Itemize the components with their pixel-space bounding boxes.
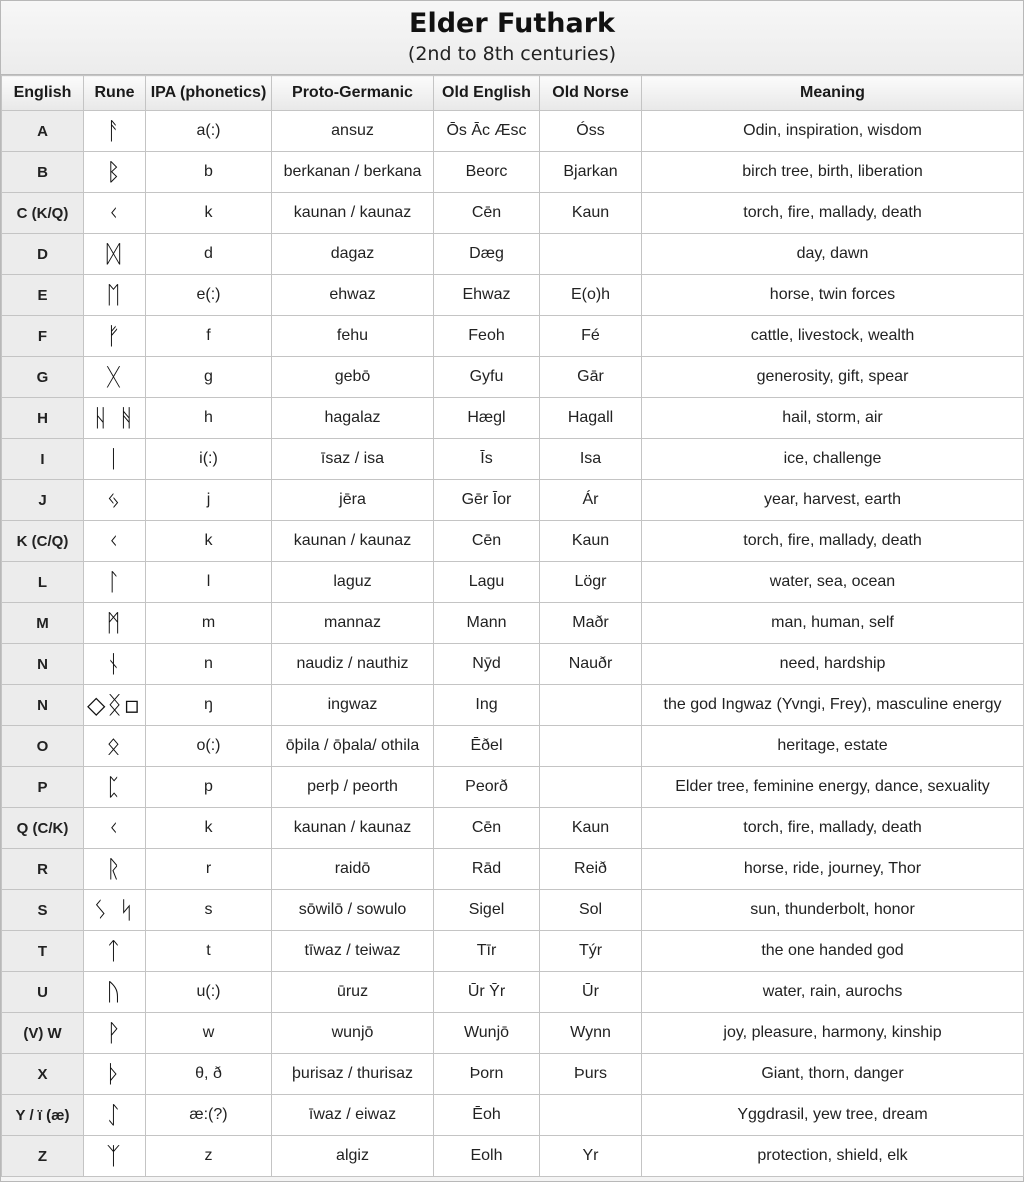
english-cell: P	[2, 767, 84, 808]
column-header-meaning: Meaning	[642, 76, 1024, 111]
proto-germanic-cell: sōwilō / sowulo	[272, 890, 434, 931]
english-cell: E	[2, 275, 84, 316]
ipa-cell: a(:)	[146, 111, 272, 152]
meaning-cell: day, dawn	[642, 234, 1024, 275]
old-english-cell: Cēn	[434, 193, 540, 234]
old-norse-cell: Isa	[540, 439, 642, 480]
table-row	[2, 1013, 1024, 1054]
old-english-cell: Tīr	[434, 931, 540, 972]
english-cell: Z	[2, 1136, 84, 1177]
old-norse-cell	[540, 726, 642, 767]
table-row	[2, 726, 1024, 767]
english-cell: A	[2, 111, 84, 152]
rune-glyph: ᚢ	[84, 972, 146, 1013]
english-cell: T	[2, 931, 84, 972]
ipa-cell: u(:)	[146, 972, 272, 1013]
ipa-cell: z	[146, 1136, 272, 1177]
ipa-cell: f	[146, 316, 272, 357]
proto-germanic-cell: algiz	[272, 1136, 434, 1177]
table-row	[2, 644, 1024, 685]
proto-germanic-cell: dagaz	[272, 234, 434, 275]
meaning-cell: horse, ride, journey, Thor	[642, 849, 1024, 890]
meaning-cell: horse, twin forces	[642, 275, 1024, 316]
proto-germanic-cell: kaunan / kaunaz	[272, 193, 434, 234]
old-norse-cell: Sol	[540, 890, 642, 931]
old-english-cell: Þorn	[434, 1054, 540, 1095]
rune-glyph: ᛚ	[84, 562, 146, 603]
old-norse-cell: Reið	[540, 849, 642, 890]
old-english-cell: Nȳd	[434, 644, 540, 685]
ipa-cell: w	[146, 1013, 272, 1054]
ipa-cell: s	[146, 890, 272, 931]
rune-glyph: ᛊ ᛋ	[84, 890, 146, 931]
english-cell: R	[2, 849, 84, 890]
old-english-cell: Peorð	[434, 767, 540, 808]
old-english-cell: Cēn	[434, 808, 540, 849]
old-norse-cell: Kaun	[540, 193, 642, 234]
ipa-cell: θ, ð	[146, 1054, 272, 1095]
table-row	[2, 480, 1024, 521]
chart-subtitle: (2nd to 8th centuries)	[407, 43, 617, 65]
table-row	[2, 562, 1024, 603]
ipa-cell: k	[146, 521, 272, 562]
old-english-cell: Gēr Īor	[434, 480, 540, 521]
table-row	[2, 808, 1024, 849]
ipa-cell: b	[146, 152, 272, 193]
column-header-english: English	[2, 76, 84, 111]
rune-glyph: ᛈ	[84, 767, 146, 808]
proto-germanic-cell: perþ / peorth	[272, 767, 434, 808]
rune-glyph: ᛞ	[84, 234, 146, 275]
rune-glyph: ᛒ	[84, 152, 146, 193]
ipa-cell: p	[146, 767, 272, 808]
ipa-cell: k	[146, 193, 272, 234]
proto-germanic-cell: wunjō	[272, 1013, 434, 1054]
meaning-cell: birch tree, birth, liberation	[642, 152, 1024, 193]
ipa-cell: æ:(?)	[146, 1095, 272, 1136]
english-cell: C (K/Q)	[2, 193, 84, 234]
column-header-rune: Rune	[84, 76, 146, 111]
proto-germanic-cell: raidō	[272, 849, 434, 890]
rune-glyph: ᛃ	[84, 480, 146, 521]
meaning-cell: man, human, self	[642, 603, 1024, 644]
old-norse-cell	[540, 234, 642, 275]
proto-germanic-cell: ōþila / ōþala/ othila	[272, 726, 434, 767]
old-english-cell: Rād	[434, 849, 540, 890]
old-norse-cell: Nauðr	[540, 644, 642, 685]
old-norse-cell: Óss	[540, 111, 642, 152]
meaning-cell: torch, fire, mallady, death	[642, 808, 1024, 849]
old-english-cell: Eolh	[434, 1136, 540, 1177]
english-cell: N	[2, 644, 84, 685]
table-row	[2, 193, 1024, 234]
table-row	[2, 849, 1024, 890]
old-english-cell: Dæg	[434, 234, 540, 275]
ipa-cell: n	[146, 644, 272, 685]
old-norse-cell: Lögr	[540, 562, 642, 603]
meaning-cell: the one handed god	[642, 931, 1024, 972]
old-norse-cell: Týr	[540, 931, 642, 972]
english-cell: B	[2, 152, 84, 193]
ipa-cell: i(:)	[146, 439, 272, 480]
table-header	[2, 76, 1024, 111]
table-row	[2, 152, 1024, 193]
old-english-cell: Beorc	[434, 152, 540, 193]
old-english-cell: Ēoh	[434, 1095, 540, 1136]
old-norse-cell: Gār	[540, 357, 642, 398]
column-header-proto-germanic: Proto-Germanic	[272, 76, 434, 111]
english-cell: O	[2, 726, 84, 767]
meaning-cell: generosity, gift, spear	[642, 357, 1024, 398]
rune-glyph: ᚾ	[84, 644, 146, 685]
ipa-cell: g	[146, 357, 272, 398]
proto-germanic-cell: hagalaz	[272, 398, 434, 439]
table-row	[2, 275, 1024, 316]
old-norse-cell: Fé	[540, 316, 642, 357]
old-english-cell: Ēðel	[434, 726, 540, 767]
english-cell: M	[2, 603, 84, 644]
old-english-cell: Hægl	[434, 398, 540, 439]
ipa-cell: o(:)	[146, 726, 272, 767]
meaning-cell: sun, thunderbolt, honor	[642, 890, 1024, 931]
rune-glyph: ᛁ	[84, 439, 146, 480]
old-norse-cell: Þurs	[540, 1054, 642, 1095]
old-english-cell: Ehwaz	[434, 275, 540, 316]
table-row	[2, 1054, 1024, 1095]
rune-glyph: ᚷ	[84, 357, 146, 398]
table-row	[2, 931, 1024, 972]
proto-germanic-cell: kaunan / kaunaz	[272, 808, 434, 849]
old-english-cell: Ōs Āc Æsc	[434, 111, 540, 152]
proto-germanic-cell: kaunan / kaunaz	[272, 521, 434, 562]
english-cell: J	[2, 480, 84, 521]
ipa-cell: r	[146, 849, 272, 890]
rune-glyph: ◇ᛝ▫	[84, 685, 146, 726]
rune-glyph: ᚹ	[84, 1013, 146, 1054]
proto-germanic-cell: mannaz	[272, 603, 434, 644]
proto-germanic-cell: laguz	[272, 562, 434, 603]
column-header-old-norse: Old Norse	[540, 76, 642, 111]
ipa-cell: h	[146, 398, 272, 439]
old-english-cell: Wunjō	[434, 1013, 540, 1054]
rune-glyph: ᚠ	[84, 316, 146, 357]
old-english-cell: Feoh	[434, 316, 540, 357]
rune-glyph: ᚺ ᚻ	[84, 398, 146, 439]
proto-germanic-cell: ehwaz	[272, 275, 434, 316]
table-row	[2, 234, 1024, 275]
proto-germanic-cell: jēra	[272, 480, 434, 521]
old-norse-cell	[540, 685, 642, 726]
rune-glyph: ᚲ	[84, 193, 146, 234]
meaning-cell: torch, fire, mallady, death	[642, 521, 1024, 562]
proto-germanic-cell: īwaz / eiwaz	[272, 1095, 434, 1136]
table-row	[2, 603, 1024, 644]
ipa-cell: l	[146, 562, 272, 603]
old-norse-cell: E(o)h	[540, 275, 642, 316]
table-row	[2, 767, 1024, 808]
ipa-cell: m	[146, 603, 272, 644]
old-english-cell: Gyfu	[434, 357, 540, 398]
rune-glyph: ᛖ	[84, 275, 146, 316]
english-cell: L	[2, 562, 84, 603]
rune-glyph: ᛏ	[84, 931, 146, 972]
english-cell: G	[2, 357, 84, 398]
table-row	[2, 972, 1024, 1013]
old-norse-cell: Kaun	[540, 808, 642, 849]
column-header-ipa: IPA (phonetics)	[146, 76, 272, 111]
english-cell: Q (C/K)	[2, 808, 84, 849]
english-cell: U	[2, 972, 84, 1013]
table-row	[2, 357, 1024, 398]
old-english-cell: Sigel	[434, 890, 540, 931]
proto-germanic-cell: tīwaz / teiwaz	[272, 931, 434, 972]
meaning-cell: the god Ingwaz (Yvngi, Frey), masculine energy	[642, 685, 1024, 726]
table-body	[2, 111, 1024, 1177]
meaning-cell: joy, pleasure, harmony, kinship	[642, 1013, 1024, 1054]
table-row	[2, 1095, 1024, 1136]
table-row	[2, 890, 1024, 931]
ipa-cell: k	[146, 808, 272, 849]
rune-glyph: ᛉ	[84, 1136, 146, 1177]
header-row	[2, 76, 1024, 111]
chart-header	[1, 1, 1023, 75]
rune-glyph: ᛇ	[84, 1095, 146, 1136]
table-row	[2, 439, 1024, 480]
proto-germanic-cell: þurisaz / thurisaz	[272, 1054, 434, 1095]
old-english-cell: Lagu	[434, 562, 540, 603]
old-english-cell: Īs	[434, 439, 540, 480]
meaning-cell: Elder tree, feminine energy, dance, sexuality	[642, 767, 1024, 808]
old-norse-cell: Ūr	[540, 972, 642, 1013]
english-cell: D	[2, 234, 84, 275]
ipa-cell: t	[146, 931, 272, 972]
english-cell: (V) W	[2, 1013, 84, 1054]
old-norse-cell	[540, 1095, 642, 1136]
proto-germanic-cell: gebō	[272, 357, 434, 398]
table-row	[2, 316, 1024, 357]
table-row	[2, 111, 1024, 152]
rune-glyph: ᛟ	[84, 726, 146, 767]
proto-germanic-cell: ūruz	[272, 972, 434, 1013]
english-cell: K (C/Q)	[2, 521, 84, 562]
table-row	[2, 1136, 1024, 1177]
rune-glyph: ᚨ	[84, 111, 146, 152]
rune-glyph: ᚦ	[84, 1054, 146, 1095]
rune-glyph: ᚲ	[84, 808, 146, 849]
old-norse-cell: Maðr	[540, 603, 642, 644]
rune-glyph: ᛗ	[84, 603, 146, 644]
english-cell: N	[2, 685, 84, 726]
meaning-cell: need, hardship	[642, 644, 1024, 685]
column-header-old-english: Old English	[434, 76, 540, 111]
rune-glyph: ᚲ	[84, 521, 146, 562]
old-norse-cell: Bjarkan	[540, 152, 642, 193]
meaning-cell: year, harvest, earth	[642, 480, 1024, 521]
english-cell: F	[2, 316, 84, 357]
old-english-cell: Cēn	[434, 521, 540, 562]
table-row	[2, 685, 1024, 726]
english-cell: Y / ï (æ)	[2, 1095, 84, 1136]
old-norse-cell: Ár	[540, 480, 642, 521]
proto-germanic-cell: berkanan / berkana	[272, 152, 434, 193]
old-norse-cell: Kaun	[540, 521, 642, 562]
ipa-cell: d	[146, 234, 272, 275]
old-english-cell: Ing	[434, 685, 540, 726]
meaning-cell: Yggdrasil, yew tree, dream	[642, 1095, 1024, 1136]
old-english-cell: Mann	[434, 603, 540, 644]
old-norse-cell: Wynn	[540, 1013, 642, 1054]
ipa-cell: ŋ	[146, 685, 272, 726]
meaning-cell: protection, shield, elk	[642, 1136, 1024, 1177]
meaning-cell: heritage, estate	[642, 726, 1024, 767]
english-cell: X	[2, 1054, 84, 1095]
meaning-cell: hail, storm, air	[642, 398, 1024, 439]
english-cell: S	[2, 890, 84, 931]
old-norse-cell	[540, 767, 642, 808]
proto-germanic-cell: īsaz / isa	[272, 439, 434, 480]
meaning-cell: cattle, livestock, wealth	[642, 316, 1024, 357]
proto-germanic-cell: fehu	[272, 316, 434, 357]
english-cell: I	[2, 439, 84, 480]
meaning-cell: water, rain, aurochs	[642, 972, 1024, 1013]
chart-title: Elder Futhark	[409, 8, 615, 39]
old-norse-cell: Yr	[540, 1136, 642, 1177]
meaning-cell: ice, challenge	[642, 439, 1024, 480]
proto-germanic-cell: ingwaz	[272, 685, 434, 726]
meaning-cell: water, sea, ocean	[642, 562, 1024, 603]
old-english-cell: Ūr Ȳr	[434, 972, 540, 1013]
rune-glyph: ᚱ	[84, 849, 146, 890]
old-norse-cell: Hagall	[540, 398, 642, 439]
rune-table	[1, 75, 1024, 1177]
proto-germanic-cell: naudiz / nauthiz	[272, 644, 434, 685]
meaning-cell: Giant, thorn, danger	[642, 1054, 1024, 1095]
table-row	[2, 521, 1024, 562]
meaning-cell: Odin, inspiration, wisdom	[642, 111, 1024, 152]
ipa-cell: j	[146, 480, 272, 521]
ipa-cell: e(:)	[146, 275, 272, 316]
meaning-cell: torch, fire, mallady, death	[642, 193, 1024, 234]
proto-germanic-cell: ansuz	[272, 111, 434, 152]
table-row	[2, 398, 1024, 439]
english-cell: H	[2, 398, 84, 439]
